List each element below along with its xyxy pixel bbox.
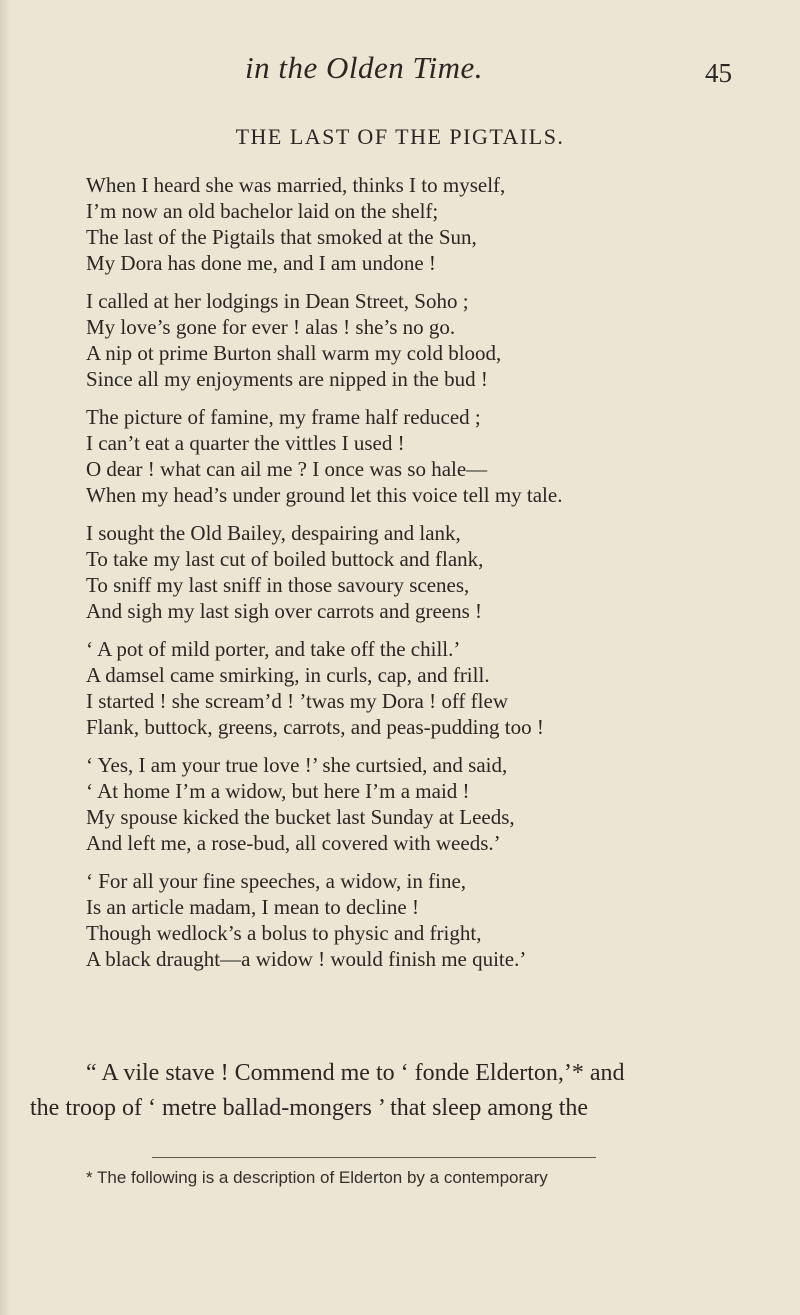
poem-line: Flank, buttock, greens, carrots, and peas-pudding too ! <box>86 715 544 739</box>
stanza-6 <box>0 752 800 856</box>
poem-line: And sigh my last sigh over carrots and greens ! <box>86 599 482 623</box>
poem-line: Since all my enjoyments are nipped in the bud ! <box>86 367 488 391</box>
stanza-5 <box>0 636 800 740</box>
poem-line: My spouse kicked the bucket last Sunday at Leeds, <box>86 805 515 829</box>
poem-line: The picture of famine, my frame half reduced ; <box>86 405 481 429</box>
poem-line: ‘ At home I’m a widow, but here I’m a maid ! <box>86 779 470 803</box>
poem-line: I sought the Old Bailey, despairing and lank, <box>86 521 461 545</box>
footnote: * The following is a description of Elderton by a contemporary <box>86 1168 548 1187</box>
poem-title: THE LAST OF THE PIGTAILS. <box>235 124 565 149</box>
stanza-3 <box>0 404 800 508</box>
prose-paragraph <box>30 1056 775 1126</box>
poem-line: I started ! she scream’d ! ’twas my Dora ! off flew <box>86 689 508 713</box>
poem-line: I’m now an old bachelor laid on the shelf; <box>86 199 439 223</box>
poem-line: To take my last cut of boiled buttock and flank, <box>86 547 484 571</box>
poem-line: When my head’s under ground let this voice tell my tale. <box>86 483 563 507</box>
poem-line: A black draught—a widow ! would finish me quite.’ <box>86 947 527 971</box>
poem-line: A nip ot prime Burton shall warm my cold blood, <box>86 341 502 365</box>
poem-line: I called at her lodgings in Dean Street, Soho ; <box>86 289 469 313</box>
poem-line: The last of the Pigtails that smoked at the Sun, <box>86 225 477 249</box>
poem-line: A damsel came smirking, in curls, cap, and frill. <box>86 663 490 687</box>
poem-line: ‘ A pot of mild porter, and take off the chill.’ <box>86 637 461 661</box>
poem-line: Is an article madam, I mean to decline ! <box>86 895 419 919</box>
poem-line: O dear ! what can ail me ? I once was so hale— <box>86 457 488 481</box>
poem-body <box>0 172 800 984</box>
poem-line: And left me, a rose-bud, all covered with weeds.’ <box>86 831 501 855</box>
poem-line: I can’t eat a quarter the vittles I used ! <box>86 431 405 455</box>
poem-line: Though wedlock’s a bolus to physic and fright, <box>86 921 482 945</box>
poem-line: ‘ Yes, I am your true love !’ she curtsied, and said, <box>86 753 508 777</box>
poem-line: To sniff my last sniff in those savoury scenes, <box>86 573 470 597</box>
running-title: in the Olden Time. <box>245 50 484 85</box>
stanza-1 <box>0 172 800 276</box>
running-head <box>0 50 800 90</box>
stanza-4 <box>0 520 800 624</box>
poem-line: My love’s gone for ever ! alas ! she’s no go. <box>86 315 456 339</box>
poem-line: ‘ For all your fine speeches, a widow, in fine, <box>86 869 467 893</box>
stanza-2 <box>0 288 800 392</box>
stanza-7 <box>0 868 800 972</box>
prose-line: the troop of ‘ metre ballad-mongers ’ that sleep among the <box>30 1095 589 1121</box>
page-number: 45 <box>705 58 732 88</box>
poem-line: When I heard she was married, thinks I to myself, <box>86 173 506 197</box>
prose-line: “ A vile stave ! Commend me to ‘ fonde Elderton,’* and <box>86 1060 625 1086</box>
poem-line: My Dora has done me, and I am undone ! <box>86 251 436 275</box>
footnote-rule <box>152 1157 596 1158</box>
